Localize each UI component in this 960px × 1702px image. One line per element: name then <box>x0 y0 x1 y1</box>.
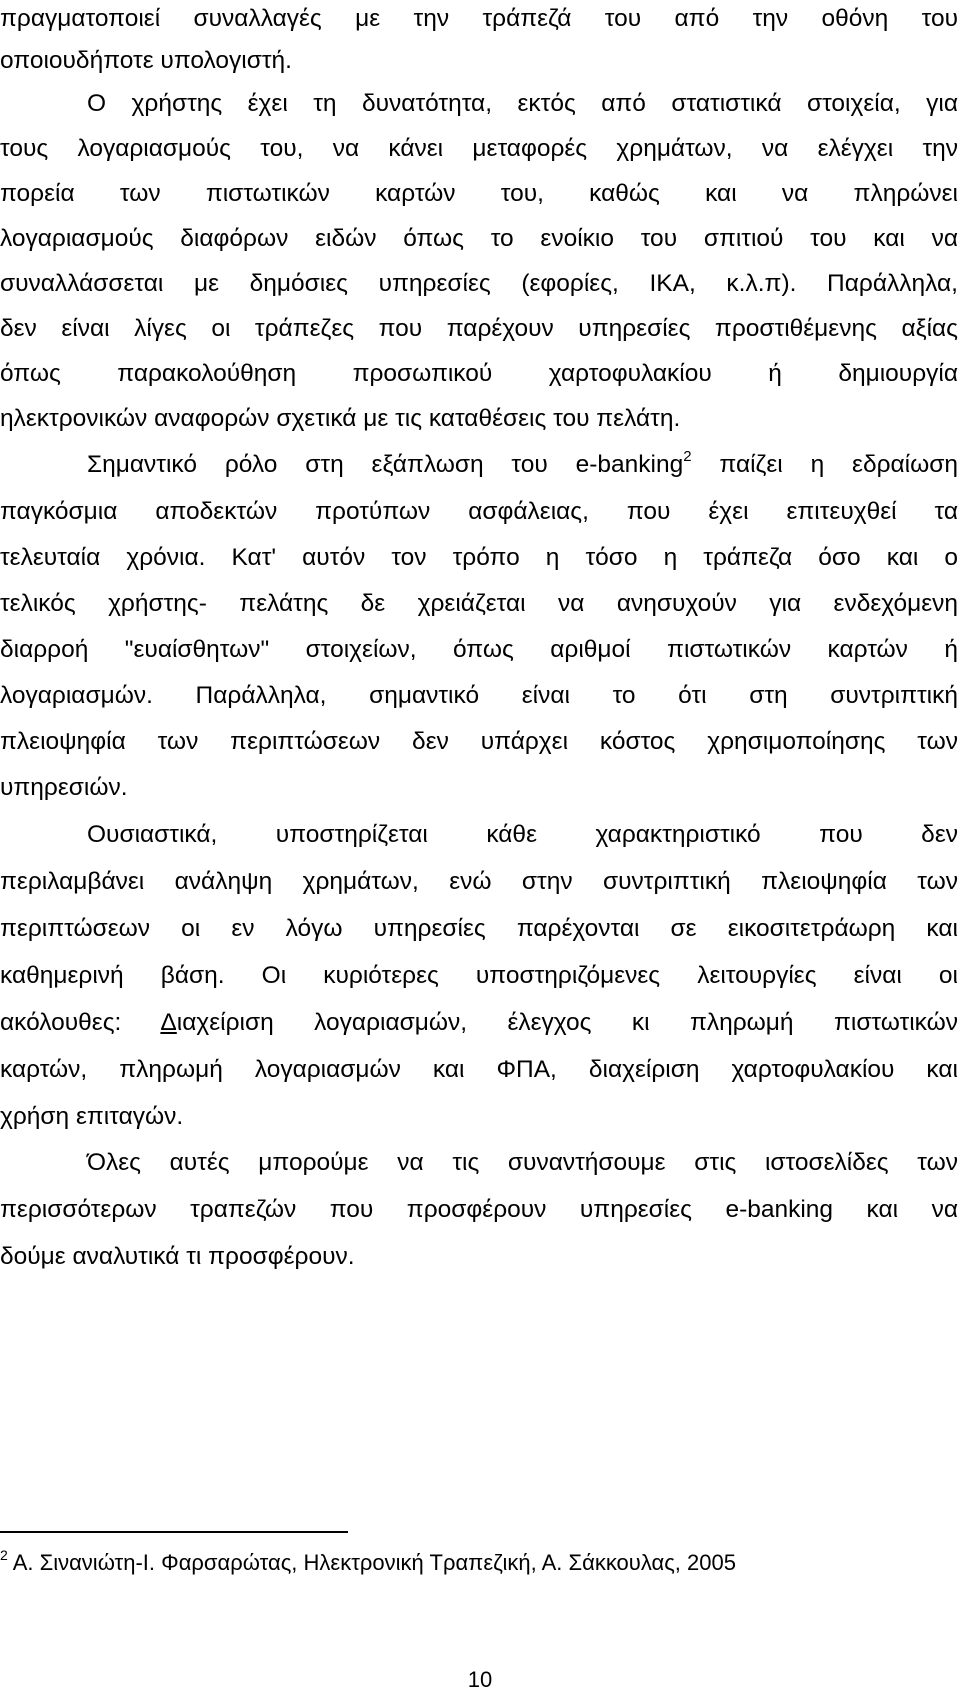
paragraph-first-line <box>0 440 958 490</box>
text-line: δεν είναι λίγες οι τράπεζες που παρέχουν υπηρεσίες προστιθέμενης αξίας <box>0 315 958 342</box>
text-span: ακόλουθες: <box>0 1009 161 1036</box>
text-line: περιλαμβάνει ανάληψη χρημάτων, ενώ στην συντριπτική πλειοψηφία των <box>0 868 958 895</box>
footnote-reference: 2 <box>683 448 692 465</box>
text-line: πορεία των πιστωτικών καρτών του, καθώς και να πληρώνει <box>0 180 958 207</box>
footnote-separator <box>0 1531 348 1533</box>
page-number: 10 <box>467 1667 493 1692</box>
paragraph-first-line: Ουσιαστικά, υποστηρίζεται κάθε χαρακτηριστικό που δεν <box>87 821 958 848</box>
paragraph-first-line: Όλες αυτές μπορούμε να τις συναντήσουμε στις ιστοσελίδες των <box>87 1149 958 1176</box>
text-span: παίζει η εδραίωση <box>691 451 959 478</box>
text-line: πλειοψηφία των περιπτώσεων δεν υπάρχει κόστος χρησιμοποίησης των <box>0 728 958 755</box>
text-span: ιαχείριση λογαριασμών, έλεγχος κι πληρωμή πιστωτικών <box>176 1009 958 1036</box>
text-line: δούμε αναλυτικά τι προσφέρουν. <box>0 1243 355 1270</box>
text-line: περισσότερων τραπεζών που προσφέρουν υπηρεσίες e-banking και να <box>0 1196 958 1223</box>
text-line <box>0 998 958 1048</box>
text-line: λογαριασμών. Παράλληλα, σημαντικό είναι το ότι στη συντριπτική <box>0 682 958 709</box>
text-line: υπηρεσιών. <box>0 774 128 801</box>
paragraph-first-line: Ο χρήστης έχει τη δυνατότητα, εκτός από στατιστικά στοιχεία, για <box>87 90 958 117</box>
text-line: χρήση επιταγών. <box>0 1103 184 1130</box>
text-line: περιπτώσεων οι εν λόγω υπηρεσίες παρέχονται σε εικοσιτετράωρη και <box>0 915 958 942</box>
text-line: λογαριασμούς διαφόρων ειδών όπως το ενοίκιο του σπιτιού του και να <box>0 225 958 252</box>
footnote-marker: 2 <box>0 1547 8 1563</box>
text-line: καρτών, πληρωμή λογαριασμών και ΦΠΑ, διαχείριση χαρτοφυλακίου και <box>0 1056 958 1083</box>
text-line: καθημερινή βάση. Οι κυριότερες υποστηριζόμενες λειτουργίες είναι οι <box>0 962 958 989</box>
text-line: συναλλάσσεται με δημόσιες υπηρεσίες (εφορίες, ΙΚΑ, κ.λ.π). Παράλληλα, <box>0 270 958 297</box>
text-line: παγκόσμια αποδεκτών προτύπων ασφάλειας, που έχει επιτευχθεί τα <box>0 498 958 525</box>
text-line: ηλεκτρονικών αναφορών σχετικά με τις καταθέσεις του πελάτη. <box>0 405 681 432</box>
text-line: όπως παρακολούθηση προσωπικού χαρτοφυλακίου ή δημιουργία <box>0 360 958 387</box>
text-line: διαρροή "ευαίσθητων" στοιχείων, όπως αριθμοί πιστωτικών καρτών ή <box>0 636 958 663</box>
text-line: τελευταία χρόνια. Κατ' αυτόν τον τρόπο η τόσο η τράπεζα όσο και ο <box>0 544 958 571</box>
text-span: Σημαντικό ρόλο στη εξάπλωση του e-banking <box>87 451 684 478</box>
text-line: τελικός χρήστης- πελάτης δε χρειάζεται να ανησυχούν για ενδεχόμενη <box>0 590 958 617</box>
text-line: οποιουδήποτε υπολογιστή. <box>0 47 292 74</box>
text-line: πραγματοποιεί συναλλαγές με την τράπεζά του από την οθόνη του <box>0 5 958 32</box>
footnote-text: Α. Σινανιώτη-Ι. Φαρσαρώτας, Ηλεκτρονική Τραπεζική, Α. Σάκκουλας, 2005 <box>7 1550 736 1575</box>
text-line: τους λογαριασμούς του, να κάνει μεταφορές χρημάτων, να ελέγχει την <box>0 135 958 162</box>
footnote <box>0 1546 736 1580</box>
underlined-letter: Δ <box>160 1009 177 1036</box>
